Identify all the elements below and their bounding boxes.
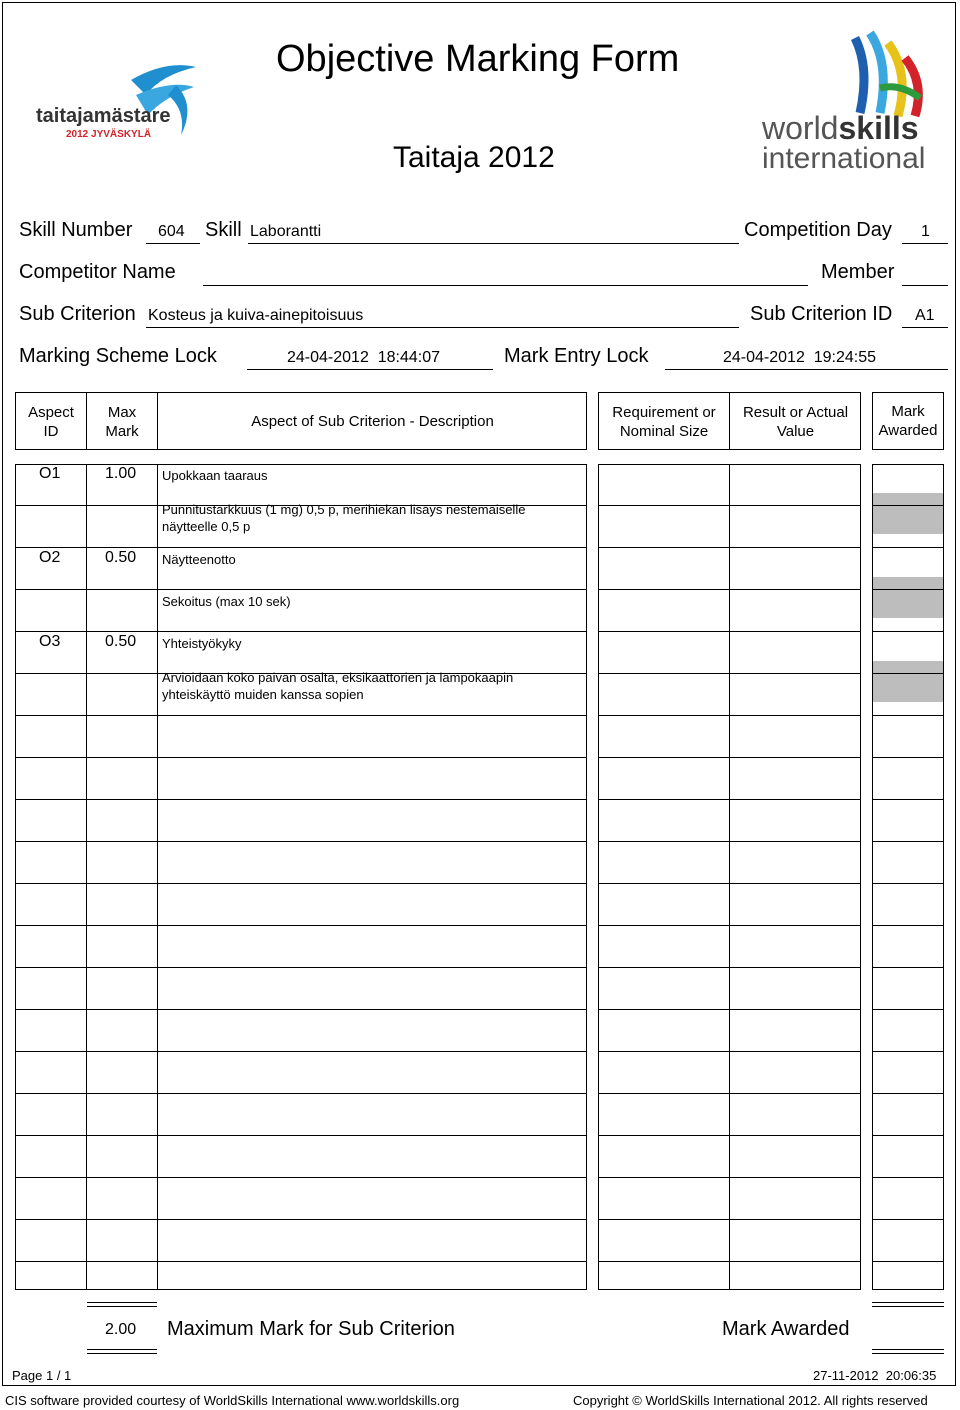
total-max-label: Maximum Mark for Sub Criterion (167, 1318, 455, 1340)
sub-criterion-value: Kosteus ja kuiva-ainepitoisuus (148, 307, 364, 324)
table-row-divider (872, 757, 944, 758)
table-row-divider (15, 967, 587, 968)
table-row-divider (15, 589, 587, 590)
row-aspect-id: O2 (39, 549, 61, 566)
table-row-divider (15, 1261, 587, 1262)
page-subtitle: Taitaja 2012 (393, 141, 555, 174)
sub-criterion-line (146, 327, 739, 328)
table-row-divider (872, 1135, 944, 1136)
table-row-divider (872, 673, 944, 674)
competition-day-value: 1 (921, 223, 930, 240)
table-row-divider (598, 631, 861, 632)
member-line (902, 285, 948, 286)
total-mark-awarded-label: Mark Awarded (722, 1318, 850, 1340)
table-row-divider (872, 1009, 944, 1010)
row-description: Näytteenotto (162, 552, 236, 567)
table-row-divider (15, 1009, 587, 1010)
table-row-divider (15, 715, 587, 716)
table-row-divider (598, 505, 861, 506)
table-row-divider (872, 589, 944, 590)
skill-number-line (146, 243, 200, 244)
table-row-divider (872, 547, 944, 548)
mark-cell-disabled (873, 577, 943, 618)
table-row-divider (872, 631, 944, 632)
table-row-divider (872, 1219, 944, 1220)
marking-scheme-lock-line (247, 369, 493, 370)
page-number: Page 1 / 1 (12, 1368, 72, 1383)
worldskills-logo-skills: skills (838, 110, 919, 146)
row-max-mark: 1.00 (105, 465, 137, 482)
table-row-divider (15, 631, 587, 632)
row-aspect-id: O1 (39, 465, 61, 482)
competitor-name-label: Competitor Name (19, 261, 176, 283)
copyright-notice: Copyright © WorldSkills International 2012. All rights reserved (573, 1393, 928, 1408)
table-row-divider (598, 715, 861, 716)
table-row-divider (15, 547, 587, 548)
table-row-divider (15, 1219, 587, 1220)
total-max-double-line (87, 1349, 157, 1354)
table-row-divider (872, 841, 944, 842)
total-mark-double-line (872, 1302, 944, 1307)
sub-criterion-id-value: A1 (915, 307, 935, 324)
print-timestamp: 27-11-2012 20:06:35 (813, 1368, 937, 1383)
header-aspect-id: Aspect ID (28, 404, 74, 440)
table-row-divider (598, 547, 861, 548)
marking-scheme-lock-label: Marking Scheme Lock (19, 345, 217, 367)
table-row-divider (15, 799, 587, 800)
table-row-divider (598, 673, 861, 674)
table-row-divider (872, 883, 944, 884)
table-row-divider (598, 1093, 861, 1094)
mark-cell-disabled (873, 661, 943, 702)
worldskills-logo (760, 28, 930, 178)
table-row-divider (598, 1135, 861, 1136)
row-description: Arvioidaan koko päivän osalta, eksikaattorien ja lämpökaapin yhteiskäyttö muiden kanssa sopien (162, 670, 514, 702)
table-row-divider (15, 1051, 587, 1052)
marking-scheme-lock-value: 24-04-2012 18:44:07 (287, 349, 441, 366)
row-description: Sekoitus (max 10 sek) (162, 594, 291, 609)
skill-value: Laborantti (250, 223, 322, 240)
competition-day-line (902, 243, 948, 244)
table-row-divider (15, 1177, 587, 1178)
row-aspect-id: O3 (39, 633, 61, 650)
header-description: Aspect of Sub Criterion - Description (251, 413, 494, 430)
table-row-divider (598, 1009, 861, 1010)
page-title: Objective Marking Form (276, 38, 680, 80)
row-max-mark: 0.50 (105, 633, 137, 650)
table-row-divider (598, 925, 861, 926)
row-description: Yhteistyökyky (162, 636, 242, 651)
table-row-divider (872, 1261, 944, 1262)
member-label: Member (821, 261, 895, 283)
table-row-divider (15, 757, 587, 758)
total-mark-double-line (872, 1349, 944, 1354)
header-max-mark: Max Mark (105, 404, 139, 440)
sub-criterion-label: Sub Criterion (19, 303, 136, 325)
taitaja-logo-text: taitajamästare (36, 105, 171, 127)
mark-cell-disabled (873, 493, 943, 534)
worldskills-logo-world: world (762, 110, 839, 146)
skill-number-value: 604 (158, 223, 185, 240)
table-row-divider (872, 925, 944, 926)
table-row-divider (15, 1135, 587, 1136)
table-row-divider (598, 883, 861, 884)
table-row-divider (872, 715, 944, 716)
table-row-divider (598, 967, 861, 968)
table-row-divider (15, 841, 587, 842)
mark-entry-lock-line (665, 369, 948, 370)
table-row-divider (598, 757, 861, 758)
sub-criterion-id-line (902, 327, 948, 328)
table-row-divider (598, 589, 861, 590)
total-max-value: 2.00 (105, 1321, 137, 1338)
software-credit: CIS software provided courtesy of WorldSkills International www.worldskills.org (5, 1393, 460, 1408)
table-row-divider (598, 1219, 861, 1220)
table-row-divider (872, 505, 944, 506)
total-max-double-line (87, 1302, 157, 1307)
skill-label: Skill (205, 219, 242, 241)
table-row-divider (598, 841, 861, 842)
table-row-divider (598, 1051, 861, 1052)
table-row-divider (15, 925, 587, 926)
header-requirement: Requirement or Nominal Size (612, 404, 716, 440)
worldskills-logo-international: international (762, 142, 926, 175)
table-row-divider (598, 1261, 861, 1262)
table-row-divider (872, 967, 944, 968)
taitaja-logo (36, 55, 201, 145)
row-description: Punnitustarkkuus (1 mg) 0,5 p, merihiekan lisäys nestemäiselle näytteelle 0,5 p (162, 502, 526, 534)
taitaja-logo-sub: 2012 JYVÄSKYLÄ (66, 129, 152, 140)
mark-entry-lock-value: 24-04-2012 19:24:55 (723, 349, 877, 366)
header-mark-awarded: Mark Awarded (872, 392, 944, 450)
mark-entry-lock-label: Mark Entry Lock (504, 345, 649, 367)
competition-day-label: Competition Day (744, 219, 892, 241)
skill-line (248, 243, 739, 244)
row-description: Upokkaan taaraus (162, 468, 268, 483)
sub-criterion-id-label: Sub Criterion ID (750, 303, 893, 325)
table-row-divider (15, 1093, 587, 1094)
table-row-divider (872, 799, 944, 800)
table-row-divider (598, 799, 861, 800)
skill-number-label: Skill Number (19, 219, 133, 241)
table-row-divider (15, 883, 587, 884)
table-row-divider (598, 1177, 861, 1178)
row-max-mark: 0.50 (105, 549, 137, 566)
competitor-name-line (203, 285, 808, 286)
table-row-divider (872, 1051, 944, 1052)
worldskills-logo-icon (760, 28, 930, 123)
body-left-box (15, 464, 587, 1290)
table-row-divider (872, 1177, 944, 1178)
table-row-divider (872, 1093, 944, 1094)
header-result: Result or Actual Value (742, 404, 849, 440)
